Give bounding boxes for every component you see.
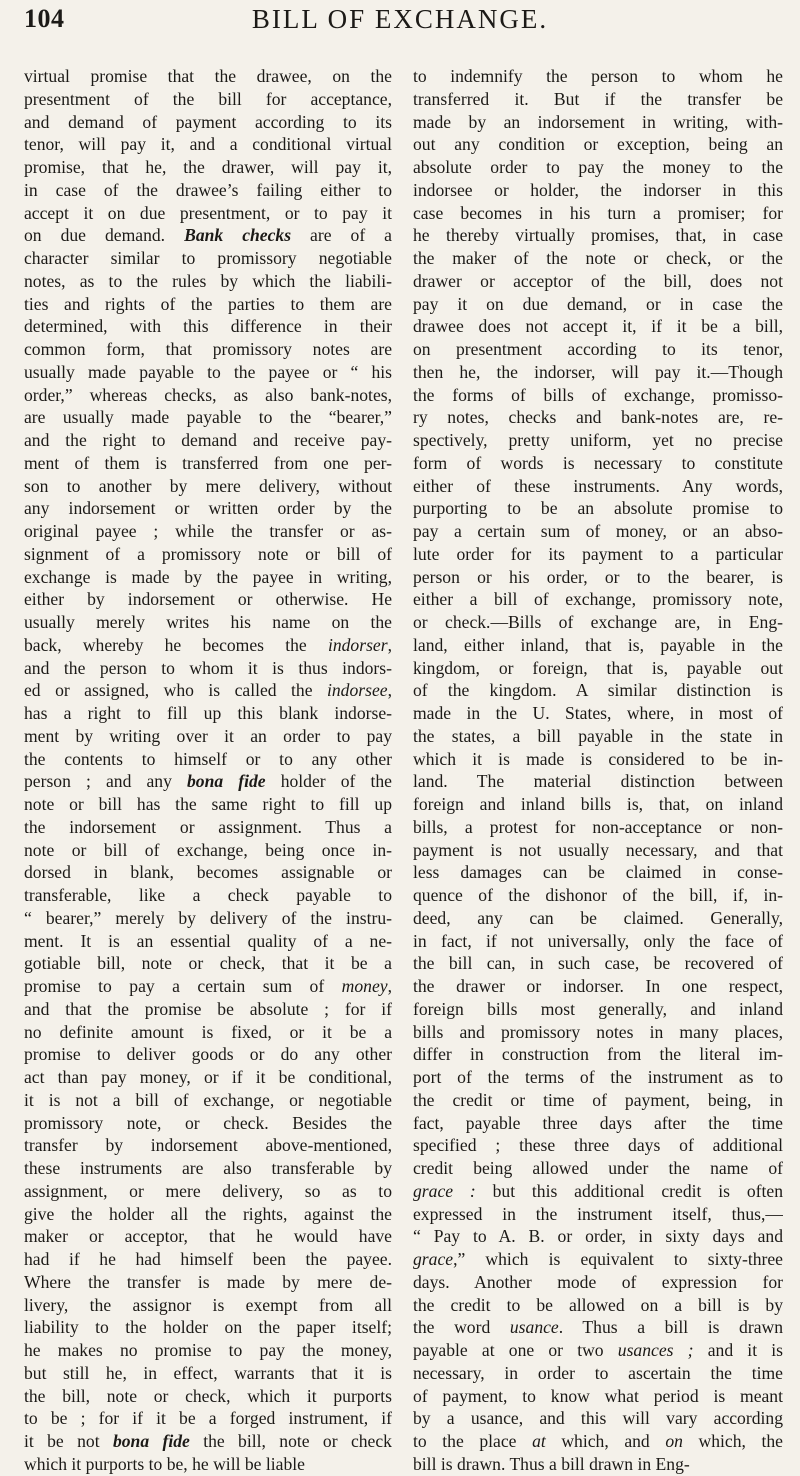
text-line: the credit to be allowed on a bill is by [413,1294,783,1315]
text-line: port of the terms of the instrument as to [413,1067,783,1087]
text-line: foreign bills most generally, and inland [413,998,783,1019]
text-line: ties and rights of the parties to them are [24,293,392,314]
text-line: the indorsement or assignment. Thus a [24,816,392,837]
text-line: son to another by mere delivery, without [24,475,392,496]
text-line: promise, that he, the drawer, will pay it, [24,157,392,177]
text-line: are usually made payable to the “bearer,” [24,407,392,428]
text-line: and demand of payment according to its [24,111,392,132]
text-line: Where the transfer is made by mere de- [24,1271,392,1292]
text-line: promise to deliver goods or do any other [24,1044,392,1065]
text-line: transfer by indorsement above-mentioned, [24,1135,392,1156]
text-line: necessary, in order to ascertain the time [413,1362,783,1383]
text-line: of the kingdom. A similar distinction is [413,680,783,701]
text-line: foreign and inland bills is, that, on inland [413,794,783,814]
text-line: gotiable bill, note or check, that it be a [24,953,392,974]
text-line: to the place at which, and on which, the [413,1431,783,1451]
text-line: virtual promise that the drawee, on the [24,66,392,86]
text-line: made by an indorsement in writing, with- [413,111,783,132]
text-line: original payee ; while the transfer or as- [24,521,392,541]
text-line: note or bill has the same right to fill up [24,794,392,814]
text-line: and that the promise be absolute ; for if [24,998,392,1019]
left-column [24,65,392,1476]
text-line: any indorsement or written order by the [24,498,392,519]
text-line: of payment, to know what period is meant [413,1385,783,1406]
running-head: BILL OF EXCHANGE. [251,4,549,34]
text-line: the word usance. Thus a bill is drawn [413,1317,783,1338]
text-line: signment of a promissory note or bill of [24,543,392,564]
text-line: grace,” which is equivalent to sixty-three [413,1249,783,1269]
text-line: “ bearer,” merely by delivery of the instru- [24,907,392,928]
text-line: the forms of bills of exchange, promisso- [413,384,783,405]
text-line: credit being allowed under the name of [413,1158,783,1178]
text-line: usually merely writes his name on the [24,612,392,632]
text-line: drawer or acceptor of the bill, does not [413,270,783,291]
right-column [413,65,783,1476]
text-line: land, either inland, that is, payable in the [413,634,783,655]
text-line: pay a certain sum of money, or an abso- [413,521,783,541]
text-line: ment by writing over it an order to pay [24,725,392,746]
text-line: payable at one or two usances ; and it is [413,1340,783,1360]
text-line: expressed in the instrument itself, thus,— [413,1203,783,1224]
text-line: days. Another mode of expression for [413,1271,783,1292]
text-line: in case of the drawee’s failing either to [24,179,392,200]
text-line: either by indorsement or otherwise. He [24,589,392,610]
text-line: payment is not usually necessary, and that [413,839,783,860]
text-line: made in the U. States, where, in most of [413,703,783,723]
text-line: to indemnify the person to whom he [413,66,783,86]
text-line: land. The material distinction between [413,771,783,792]
text-line: quence of the dishonor of the bill, if, in- [413,885,783,905]
text-line: no definite amount is fixed, or it be a [24,1021,392,1042]
text-line: indorsee or holder, the indorser in this [413,179,783,200]
text-line: “ Pay to A. B. or order, in sixty days and [413,1226,783,1247]
page-number: 104 [24,4,65,33]
text-line: maker or acceptor, that he would have [24,1226,392,1247]
text-line: deed, any can be claimed. Generally, [413,907,783,928]
text-line: less damages can be claimed in conse- [413,862,783,883]
text-line: which it purports to be, he will be liable [24,1453,305,1474]
text-line: person or his order, or to the bearer, is [413,566,783,587]
text-line: the contents to himself or to any other [24,748,392,769]
text-line: dorsed in blank, becomes assignable or [24,862,392,883]
text-line: out any condition or exception, being an [413,134,783,155]
text-line: person ; and any bona fide holder of the [24,771,392,792]
text-line: but still he, in effect, warrants that it is [24,1362,392,1383]
text-line: and the person to whom it is thus indors- [24,657,392,678]
text-line: spectively, pretty uniform, yet no precise [413,430,783,450]
text-line: back, whereby he becomes the indorser, [24,634,392,655]
text-line: exchange is made by the payee in writing, [24,566,392,587]
text-line: the bill can, in such case, be recovered of [413,953,783,974]
text-line: had if he had himself been the payee. [24,1249,392,1269]
text-line: kingdom, or foreign, that is, payable out [413,657,783,678]
text-line: transferred it. But if the transfer be [413,88,783,109]
text-line: give the holder all the rights, against the [24,1203,392,1224]
text-line: it is not a bill of exchange, or negotiable [24,1089,392,1110]
text-line: he makes no promise to pay the money, [24,1340,392,1360]
text-line: transferable, like a check payable to [24,885,392,905]
text-line: or check.—Bills of exchange are, in Eng- [413,612,783,632]
text-line: liability to the holder on the paper itself; [24,1317,392,1338]
text-line: ment. It is an essential quality of a ne- [24,930,392,951]
text-line: bills and promissory notes in many places, [413,1021,783,1042]
text-line: the bill, note or check, which it purports [24,1385,392,1406]
text-line: to be ; for if it be a forged instrument, if [24,1408,392,1429]
text-line: purporting to be an absolute promise to [413,498,783,519]
text-line: ry notes, checks and bank-notes are, re- [413,407,783,428]
text-line: assignment, or mere delivery, so as to [24,1180,392,1201]
text-line: presentment of the bill for acceptance, [24,88,392,109]
text-line: form of words is necessary to constitute [413,452,783,473]
text-line: which it is made is considered to be in- [413,748,783,769]
text-line: livery, the assignor is exempt from all [24,1294,392,1315]
text-line: the maker of the note or check, or the [413,248,783,268]
text-line: drawee does not accept it, if it be a bill, [413,316,783,337]
text-line: it be not bona fide the bill, note or check [24,1431,392,1451]
text-line: in fact, if not universally, only the face of [413,930,783,951]
text-line: then he, the indorser, will pay it.—Though [413,361,783,382]
text-line: differ in construction from the literal im- [413,1044,783,1065]
text-line: the drawer or indorser. In one respect, [413,976,783,996]
text-line: promise to pay a certain sum of money, [24,976,392,996]
text-line: grace : but this additional credit is often [413,1180,783,1201]
text-line: character similar to promissory negotiable [24,248,392,268]
text-line: order,” whereas checks, as also bank-notes, [24,384,392,405]
text-line: notes, as to the rules by which the liabili- [24,270,392,291]
text-line: the states, a bill payable in the state in [413,725,783,746]
text-line: either of these instruments. Any words, [413,475,783,496]
text-line: promissory note, or check. Besides the [24,1112,392,1133]
text-line: by a usance, and this will vary according [413,1408,783,1429]
text-line: these instruments are also transferable by [24,1158,392,1178]
text-line: lute order for its payment to a particular [413,543,783,564]
text-line: bill is drawn. Thus a bill drawn in Eng- [413,1453,690,1474]
text-line: on presentment according to its tenor, [413,339,783,359]
text-line: he thereby virtually promises, that, in case [413,225,783,246]
text-line: pay it on due demand, or in case the [413,293,783,314]
text-line: case becomes in his turn a promiser; for [413,202,783,223]
text-line: determined, with this difference in their [24,316,392,337]
text-line: the credit or time of payment, being, in [413,1089,783,1110]
text-line: either a bill of exchange, promissory note, [413,589,783,610]
text-line: and the right to demand and receive pay- [24,430,392,450]
text-line: fact, payable three days after the time [413,1112,783,1133]
text-line: absolute order to pay the money to the [413,157,783,177]
text-line: usually made payable to the payee or “ his [24,361,392,382]
text-line: bills, a protest for non-acceptance or non- [413,816,783,837]
text-line: specified ; these three days of additional [413,1135,783,1156]
text-line: ment of them is transferred from one per- [24,452,392,473]
text-line: on due demand. Bank checks are of a [24,225,392,246]
text-line: tenor, will pay it, and a conditional virtual [24,134,392,155]
text-line: common form, that promissory notes are [24,339,392,359]
text-line: has a right to fill up this blank indorse- [24,703,392,723]
text-line: accept it on due presentment, or to pay it [24,202,392,223]
text-line: ed or assigned, who is called the indorsee, [24,680,392,701]
text-line: act than pay money, or if it be conditional, [24,1067,392,1087]
text-line: note or bill of exchange, being once in- [24,839,392,860]
